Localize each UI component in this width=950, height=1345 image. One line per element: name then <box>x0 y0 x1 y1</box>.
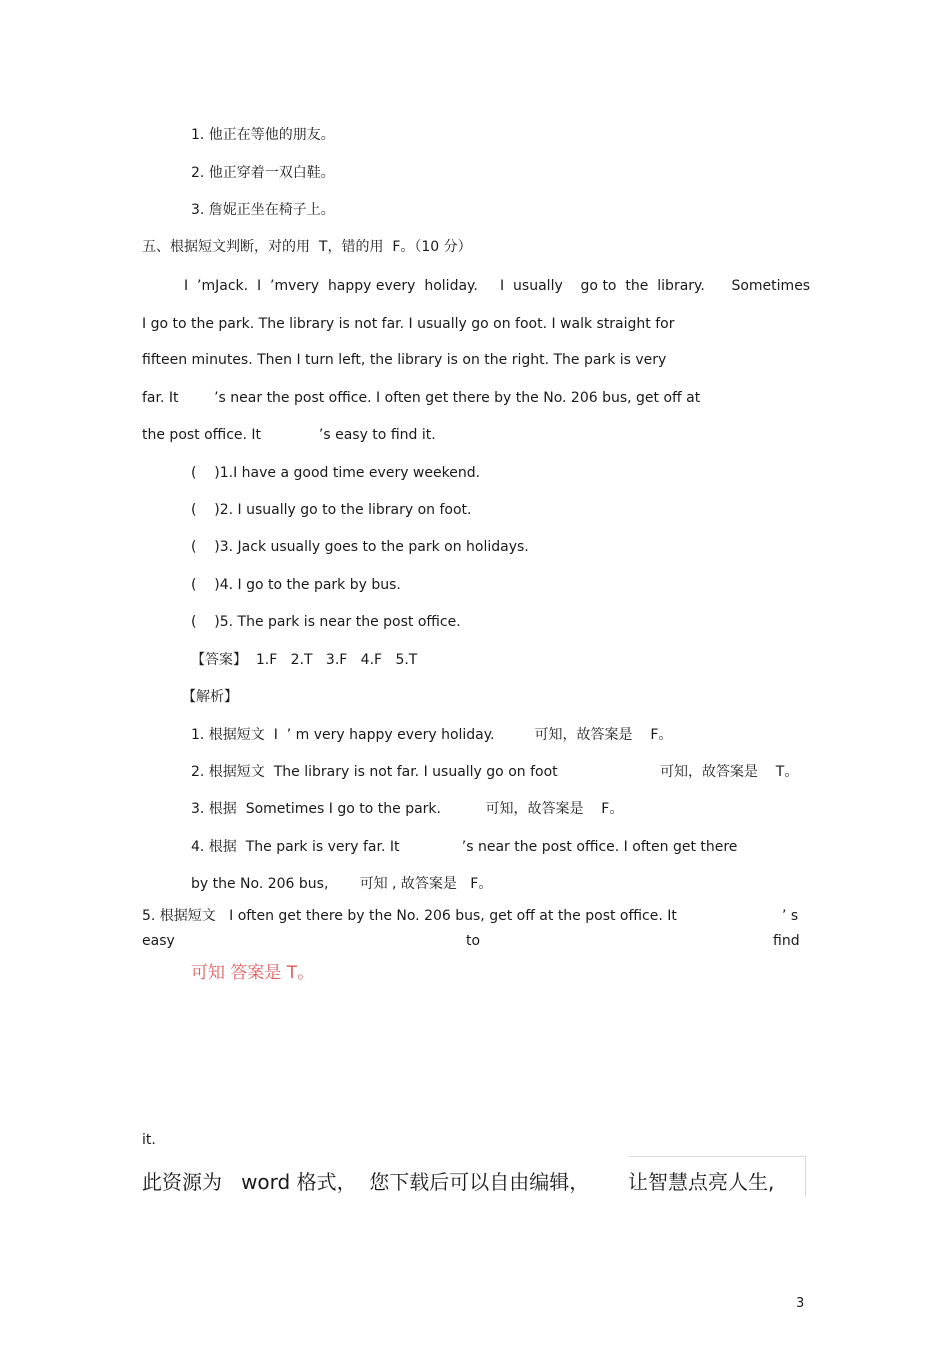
footer-note: 此资源为 word 格式， 您下载后可以自由编辑， <box>142 1170 590 1194</box>
analysis-5-word-to: to <box>466 933 481 949</box>
answer-key: 【答案】 1.F 2.T 3.F 4.F 5.T <box>191 652 418 668</box>
question-2: ( )2. I usually go to the library on foot. <box>191 502 472 518</box>
analysis-3: 3. 根据 Sometimes I go to the park. 可知，故答案是 F。 <box>191 801 624 817</box>
section-heading: 五、根据短文判断，对的用 T，错的用 F。（10 分） <box>142 239 472 255</box>
translation-2: 2. 他正穿着一双白鞋。 <box>191 165 335 181</box>
analysis-1: 1. 根据短文 I ’ m very happy every holiday. 可知，故答案是 F。 <box>191 727 673 743</box>
question-5: ( )5. The park is near the post office. <box>191 614 461 630</box>
translation-1: 1. 他正在等他的朋友。 <box>191 127 335 143</box>
question-4: ( )4. I go to the park by bus. <box>191 577 401 593</box>
analysis-4-cont: by the No. 206 bus, 可知 , 故答案是 F。 <box>191 876 493 892</box>
question-1: ( )1.I have a good time every weekend. <box>191 465 481 481</box>
passage-line-1: I ’mJack. I ’mvery happy every holiday. I usually go to the library. Sometimes <box>184 278 811 294</box>
analysis-4: 4. 根据 The park is very far. It ’s near the post office. I often get there <box>191 839 738 855</box>
passage-line-3: fifteen minutes. Then I turn left, the library is on the right. The park is very <box>142 352 667 368</box>
footer-slogan: 让智慧点亮人生, <box>628 1170 775 1194</box>
translation-3: 3. 詹妮正坐在椅子上。 <box>191 202 335 218</box>
page-number: 3 <box>796 1296 805 1311</box>
passage-line-2: I go to the park. The library is not far. I usually go on foot. I walk straight for <box>142 316 675 332</box>
analysis-5-word-find: find <box>773 933 800 949</box>
analysis-5-apostrophe: ’ s <box>782 908 799 924</box>
question-3: ( )3. Jack usually goes to the park on holidays. <box>191 539 529 555</box>
passage-line-5: the post office. It ’s easy to find it. <box>142 427 436 443</box>
analysis-heading: 【解析】 <box>182 689 238 705</box>
passage-line-4: far. It ’s near the post office. I often get there by the No. 206 bus, get off at <box>142 390 701 406</box>
analysis-5-word-easy: easy <box>142 933 175 949</box>
analysis-5-line1: 5. 根据短文 I often get there by the No. 206 bus, get off at the post office. It <box>142 908 677 924</box>
analysis-5-conclusion: 可知 答案是 T。 <box>191 963 315 983</box>
analysis-2: 2. 根据短文 The library is not far. I usually go on foot 可知，故答案是 T。 <box>191 764 799 780</box>
analysis-5-tail: it. <box>142 1132 156 1148</box>
